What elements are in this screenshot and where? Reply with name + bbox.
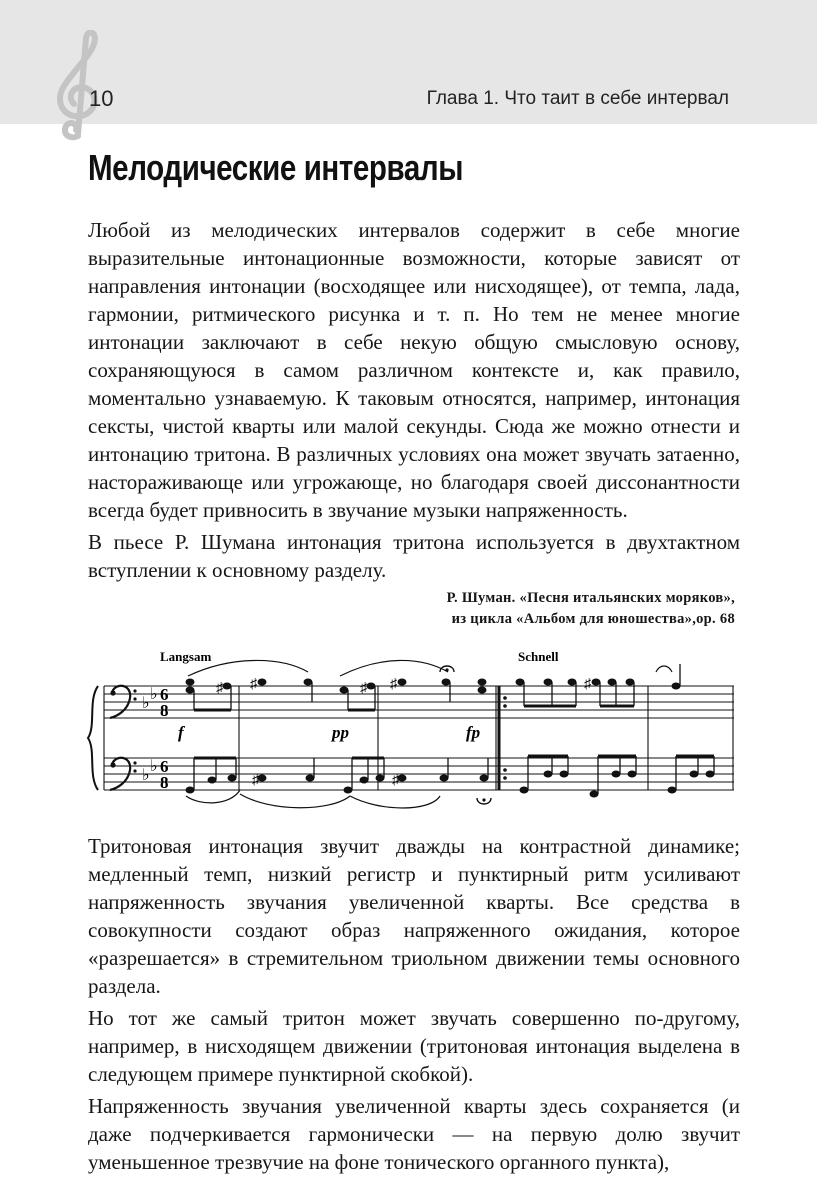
- note: [223, 683, 232, 690]
- note: [360, 777, 369, 784]
- note: [544, 771, 553, 778]
- note: [690, 771, 699, 778]
- dynamic-marking: fp: [466, 723, 481, 742]
- flat-sign: ♭: [142, 767, 150, 784]
- note: [560, 771, 569, 778]
- note: [306, 775, 315, 782]
- caption-line-1: Р. Шуман. «Песня итальянских моряков»,: [446, 590, 735, 606]
- sharp-sign: ♯: [252, 773, 259, 788]
- text-block-bottom: [88, 832, 740, 1180]
- flat-sign: ♭: [150, 686, 158, 703]
- running-head: Глава 1. Что таит в себе интервал: [426, 88, 729, 109]
- note: [344, 787, 353, 794]
- sharp-sign: ♯: [584, 677, 591, 692]
- note: [442, 679, 451, 686]
- time-signature-bottom: 8: [160, 773, 169, 792]
- paragraph-5: Напряженность звучания увеличенной кварты здесь сохраняется (и даже подчеркивается гармонически — на первую долю звучит уменьшенное трезвучие на фоне тонического органного пункта),: [88, 1094, 740, 1174]
- paragraph-4: Но тот же самый тритон может звучать совершенно по-другому, например, в нисходящем движении (тритоновая интонация выделена в следующем примере пунктирной скобкой).: [88, 1006, 740, 1086]
- note: [516, 679, 525, 686]
- section-title: Мелодические интервалы: [88, 147, 464, 188]
- flat-sign: ♭: [142, 695, 150, 712]
- note: [592, 679, 601, 686]
- page-number: 10: [89, 86, 114, 111]
- note: [258, 679, 267, 686]
- note: [628, 771, 637, 778]
- note: [480, 775, 489, 782]
- note: [626, 679, 635, 686]
- note: [544, 679, 553, 686]
- note: [590, 791, 599, 798]
- note: [520, 787, 529, 794]
- paragraph-1: Любой из мелодических интервалов содержит в себе многие выразительные интонационные возможности, которые зависят от направления интонации (восходящее или нисходящее), от темпа, лада, гармонии, ритмического рисунка и т. п. Но тем не менее многие интонации заключают в себе некую общую смысловую основу, сохраняющуюся в самом различном контексте и, как правило, моментально узнаваемую. К таковым относятся, например, интонация сексты, чистой кварты или малой секунды. Сюда же можно отнести и интонацию тритона. В различных условиях она может звучать затаенно, настораживающе или угрожающе, но благодаря своей диссонантности всегда будет привносить в звучание музыки напряженность.: [88, 218, 740, 522]
- tempo-marking: Schnell: [518, 649, 559, 664]
- sharp-sign: ♯: [216, 681, 223, 696]
- sharp-sign: ♯: [390, 677, 397, 692]
- time-signature-top: 6: [160, 685, 169, 704]
- note: [304, 679, 313, 686]
- note: [228, 775, 237, 782]
- dynamic-marking: f: [178, 723, 184, 742]
- dynamic-marking: pp: [332, 723, 349, 742]
- note: [440, 775, 449, 782]
- time-signature-bottom: 8: [160, 701, 169, 720]
- note: [186, 787, 195, 794]
- note: [186, 687, 195, 694]
- note: [478, 679, 487, 686]
- paragraph-2: В пьесе Р. Шумана интонация тритона используется в двухтактном вступлении к основному разделу.: [88, 530, 740, 582]
- sharp-sign: ♯: [250, 677, 257, 692]
- note: [672, 683, 681, 690]
- note: [668, 787, 677, 794]
- tempo-marking: Langsam: [160, 649, 212, 664]
- note: [340, 687, 349, 694]
- note: [367, 683, 376, 690]
- note: [706, 771, 715, 778]
- sharp-sign: ♯: [360, 681, 367, 696]
- note: [612, 771, 621, 778]
- time-signature-top: 6: [160, 757, 169, 776]
- paragraph-3: Тритоновая интонация звучит дважды на контрастной динамике; медленный темп, низкий регистр и пунктирный ритм усиливают напряженность звучания увеличенной кварты. Все средства в совокупности создают образ напряженного ожидания, которое «разрешается» в стремительном триольном движении темы основного раздела.: [88, 834, 740, 998]
- note: [186, 679, 195, 686]
- sharp-sign: ♯: [392, 773, 399, 788]
- note: [478, 687, 487, 694]
- note: [398, 679, 407, 686]
- flat-sign: ♭: [150, 758, 158, 775]
- note: [608, 679, 617, 686]
- note: [208, 777, 217, 784]
- note: [568, 679, 577, 686]
- caption-line-2: из цикла «Альбом для юношества»,ор. 68: [451, 611, 735, 627]
- note: [376, 775, 385, 782]
